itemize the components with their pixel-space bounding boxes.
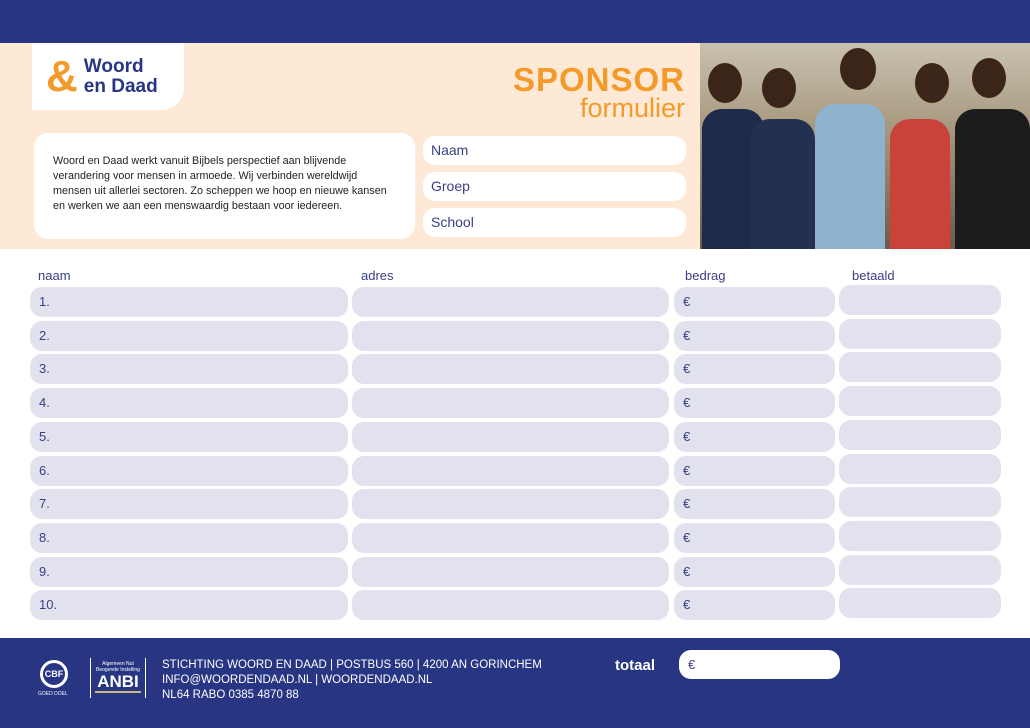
- betaald-cell[interactable]: [839, 487, 1001, 517]
- bedrag-cell[interactable]: €: [674, 388, 835, 418]
- header-adres: adres: [361, 268, 394, 283]
- groep-field[interactable]: Groep: [423, 172, 686, 201]
- adres-cell[interactable]: [352, 523, 669, 553]
- betaald-cell[interactable]: [839, 319, 1001, 349]
- page-title: SPONSOR: [512, 61, 685, 98]
- header-bedrag: bedrag: [685, 268, 726, 283]
- address: [162, 658, 542, 703]
- top-bar: [0, 0, 1030, 43]
- naam-cell[interactable]: 6.: [30, 456, 348, 486]
- children-photo: [700, 43, 1030, 249]
- header-naam: naam: [38, 268, 71, 283]
- adres-cell[interactable]: [352, 557, 669, 587]
- logo-mark-icon: &: [46, 51, 78, 101]
- anbi-text: ANBI: [95, 673, 141, 693]
- anbi-small: Algemeen Nut Beogende Instelling: [96, 661, 140, 673]
- naam-field[interactable]: Naam: [423, 136, 686, 165]
- betaald-cell[interactable]: [839, 454, 1001, 484]
- address-line: STICHTING WOORD EN DAAD | POSTBUS 560 | 4200 AN GORINCHEM: [162, 659, 542, 671]
- logo-line1: Woord: [83, 55, 144, 77]
- naam-cell[interactable]: 3.: [30, 354, 348, 384]
- bedrag-cell[interactable]: €: [674, 489, 835, 519]
- adres-cell[interactable]: [352, 354, 669, 384]
- adres-cell[interactable]: [352, 489, 669, 519]
- betaald-cell[interactable]: [839, 521, 1001, 551]
- betaald-cell[interactable]: [839, 386, 1001, 416]
- header-betaald: betaald: [852, 268, 895, 283]
- logo: [32, 43, 184, 110]
- totaal-label: totaal: [615, 657, 656, 674]
- betaald-cell[interactable]: [839, 588, 1001, 618]
- address-line: NL64 RABO 0385 4870 88: [162, 689, 299, 701]
- naam-cell[interactable]: 5.: [30, 422, 348, 452]
- bedrag-cell[interactable]: €: [674, 590, 835, 620]
- naam-cell[interactable]: 2.: [30, 321, 348, 351]
- totaal-field[interactable]: €: [679, 650, 840, 679]
- anbi-logo: [90, 658, 146, 698]
- adres-cell[interactable]: [352, 590, 669, 620]
- betaald-cell[interactable]: [839, 555, 1001, 585]
- cbf-logo: CBF: [40, 660, 68, 688]
- bedrag-cell[interactable]: €: [674, 321, 835, 351]
- naam-cell[interactable]: 1.: [30, 287, 348, 317]
- intro-text: Woord en Daad werkt vanuit Bijbels perspectief aan blijvende verandering voor mensen in armoede. Wij verbinden wereldwijd mensen uit allerlei sectoren. Zo scheppen we hoop en nieuwe kansen en werken we aan een menswaardig bestaan voor iedereen.: [34, 133, 415, 239]
- naam-cell[interactable]: 4.: [30, 388, 348, 418]
- bedrag-cell[interactable]: €: [674, 523, 835, 553]
- betaald-cell[interactable]: [839, 420, 1001, 450]
- bedrag-cell[interactable]: €: [674, 287, 835, 317]
- adres-cell[interactable]: [352, 456, 669, 486]
- logo-line2: en Daad: [83, 75, 158, 97]
- bedrag-cell[interactable]: €: [674, 354, 835, 384]
- naam-cell[interactable]: 8.: [30, 523, 348, 553]
- naam-cell[interactable]: 10.: [30, 590, 348, 620]
- naam-cell[interactable]: 9.: [30, 557, 348, 587]
- bedrag-cell[interactable]: €: [674, 422, 835, 452]
- adres-cell[interactable]: [352, 321, 669, 351]
- adres-cell[interactable]: [352, 287, 669, 317]
- betaald-cell[interactable]: [839, 352, 1001, 382]
- adres-cell[interactable]: [352, 422, 669, 452]
- school-field[interactable]: School: [423, 208, 686, 237]
- page-subtitle: formulier: [579, 93, 685, 123]
- footer: [0, 638, 1030, 728]
- adres-cell[interactable]: [352, 388, 669, 418]
- betaald-cell[interactable]: [839, 285, 1001, 315]
- cbf-sub: GOED DOEL: [38, 691, 68, 697]
- bedrag-cell[interactable]: €: [674, 557, 835, 587]
- bedrag-cell[interactable]: €: [674, 456, 835, 486]
- naam-cell[interactable]: 7.: [30, 489, 348, 519]
- address-line: INFO@WOORDENDAAD.NL | WOORDENDAAD.NL: [162, 674, 433, 686]
- header-section: [0, 43, 700, 249]
